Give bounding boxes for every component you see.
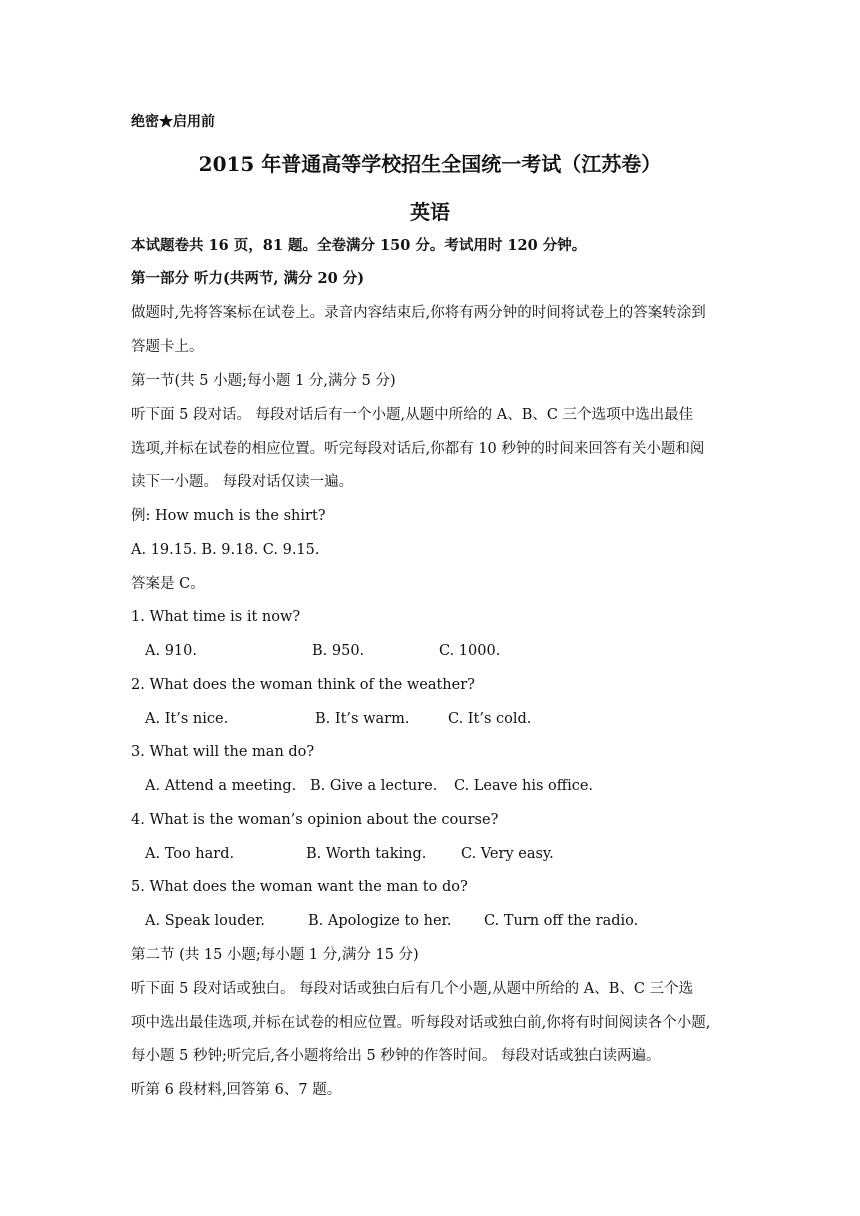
example-answer: 答案是 C。 bbox=[131, 576, 205, 592]
section2-instruction-line3: 每小题 5 秒钟;听完后,各小题将给出 5 秒钟的作答时间。 每段对话或独白读两遍。 bbox=[131, 1048, 661, 1064]
option-c: C. Turn off the radio. bbox=[484, 913, 639, 929]
question-text: 5. What does the woman want the man to do? bbox=[131, 879, 468, 895]
section2-instruction-line1: 听下面 5 段对话或独白。 每段对话或独白后有几个小题,从题中所给的 A、B、C 三个选 bbox=[131, 981, 694, 997]
question-text: 1. What time is it now? bbox=[131, 609, 301, 625]
option-b: B. Worth taking. bbox=[306, 846, 427, 862]
section1-instruction-line1: 听下面 5 段对话。 每段对话后有一个小题,从题中所给的 A、B、C 三个选项中选出最佳 bbox=[131, 407, 694, 423]
exam-intro: 本试题卷共 16 页，81 题。全卷满分 150 分。考试用时 120 分钟。 bbox=[131, 237, 587, 254]
option-a: A. It’s nice. bbox=[145, 711, 229, 727]
example-question: 例: How much is the shirt? bbox=[131, 508, 326, 524]
example-options: A. 19.15. B. 9.18. C. 9.15. bbox=[131, 542, 320, 558]
section1-instruction-line2: 选项,并标在试卷的相应位置。听完每段对话后,你都有 10 秒钟的时间来回答有关小题和阅 bbox=[131, 441, 705, 457]
subject-title: 英语 bbox=[410, 200, 450, 224]
option-b: B. Apologize to her. bbox=[308, 913, 452, 929]
option-c: C. Leave his office. bbox=[454, 778, 594, 794]
section1-heading: 第一节(共 5 小题;每小题 1 分,满分 5 分) bbox=[131, 373, 396, 389]
option-c: C. 1000. bbox=[439, 643, 501, 659]
option-a: A. Speak louder. bbox=[145, 913, 266, 929]
section1-instruction-line3: 读下一小题。 每段对话仅读一遍。 bbox=[131, 474, 354, 490]
confidential-label: 绝密★启用前 bbox=[131, 114, 215, 130]
option-b: B. 950. bbox=[312, 643, 365, 659]
question-text: 4. What is the woman’s opinion about the course? bbox=[131, 812, 499, 828]
option-c: C. Very easy. bbox=[461, 846, 554, 862]
part1-instruction-line2: 答题卡上。 bbox=[131, 339, 204, 355]
exam-title: 2015 年普通高等学校招生全国统一考试（江苏卷） bbox=[198, 152, 662, 176]
option-b: B. Give a lecture. bbox=[310, 778, 438, 794]
option-a: A. 910. bbox=[145, 643, 197, 659]
option-b: B. It’s warm. bbox=[315, 711, 410, 727]
part1-instruction-line1: 做题时,先将答案标在试卷上。录音内容结束后,你将有两分钟的时间将试卷上的答案转涂到 bbox=[131, 305, 706, 321]
part1-heading: 第一部分 听力(共两节, 满分 20 分) bbox=[131, 270, 365, 287]
question-text: 3. What will the man do? bbox=[131, 744, 315, 760]
option-a: A. Too hard. bbox=[145, 846, 235, 862]
option-a: A. Attend a meeting. bbox=[145, 778, 297, 794]
section2-heading: 第二节 (共 15 小题;每小题 1 分,满分 15 分) bbox=[131, 947, 419, 963]
listen-material-6: 听第 6 段材料,回答第 6、7 题。 bbox=[131, 1082, 342, 1098]
option-c: C. It’s cold. bbox=[448, 711, 532, 727]
question-text: 2. What does the woman think of the weather? bbox=[131, 677, 475, 693]
section2-instruction-line2: 项中选出最佳选项,并标在试卷的相应位置。听每段对话或独白前,你将有时间阅读各个小题, bbox=[131, 1015, 711, 1031]
